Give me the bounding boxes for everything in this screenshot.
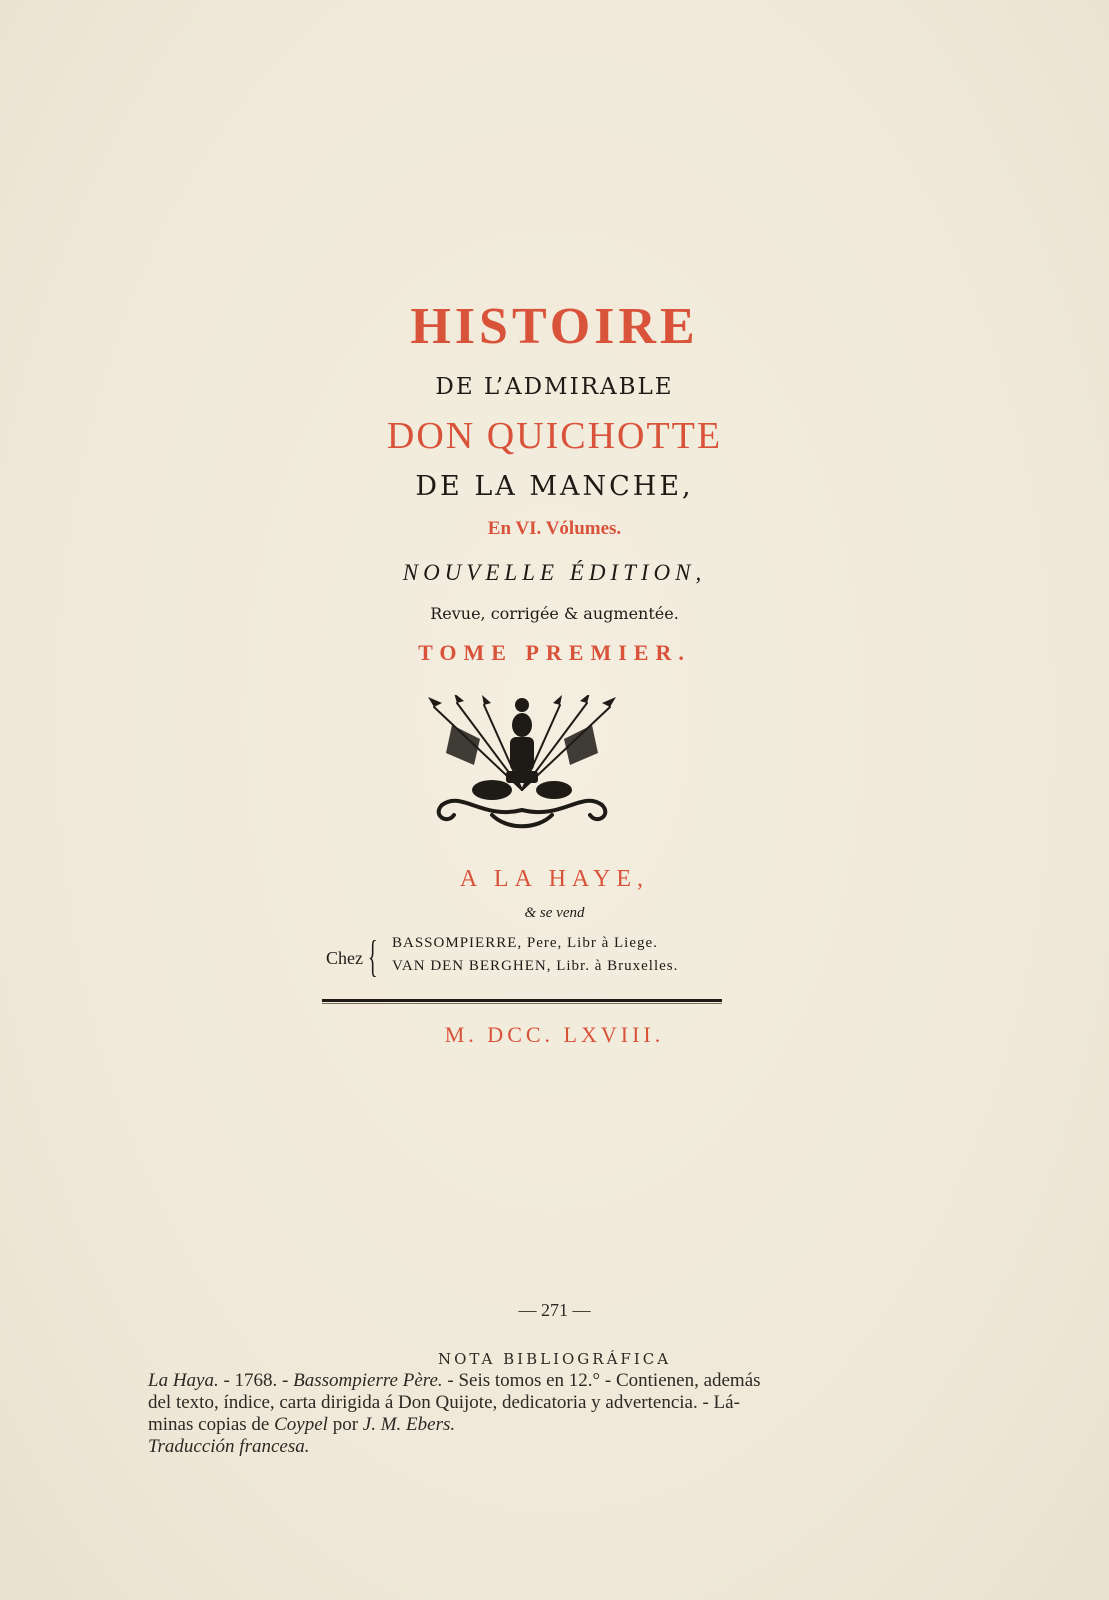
trophy-of-arms-vignette-icon xyxy=(422,695,622,830)
nota-line-3 xyxy=(148,1414,908,1436)
nota-line-1 xyxy=(148,1370,908,1392)
bibliographic-note xyxy=(148,1370,908,1458)
nota-publisher: Bassompierre Père. xyxy=(293,1370,443,1391)
divider-rule xyxy=(322,999,722,1002)
publisher-line-1: BASSOMPIERRE, Pere, Libr à Liege. xyxy=(392,935,658,951)
nota-coypel: Coypel xyxy=(274,1414,328,1435)
edition-note: NOUVELLE ÉDITION, xyxy=(402,560,707,585)
publisher-line-2: VAN DEN BERGHEN, Libr. à Bruxelles. xyxy=(392,958,679,974)
nota-por: por xyxy=(327,1414,363,1435)
divider-rule-thin xyxy=(322,1003,722,1004)
nota-laminas: minas copias de xyxy=(148,1414,275,1435)
brace-glyph: { xyxy=(368,932,378,981)
revision-note: Revue, corrigée & augmentée. xyxy=(430,604,679,623)
publisher-block xyxy=(322,933,722,983)
nota-year: - 1768. - xyxy=(218,1370,294,1391)
chez-label: Chez xyxy=(326,948,363,968)
nota-ebers: J. M. Ebers. xyxy=(362,1414,456,1435)
nota-place: La Haya. xyxy=(148,1370,219,1391)
nota-line-4: Traducción francesa. xyxy=(148,1436,310,1457)
tome-label: TOME PREMIER. xyxy=(418,640,691,665)
imprint-place: A LA HAYE, xyxy=(459,866,650,892)
title-de-admirable: DE L’ADMIRABLE xyxy=(435,374,674,400)
nota-line-2: del texto, índice, carta dirigida á Don Quijote, dedicatoria y advertencia. - Lá- xyxy=(148,1392,740,1413)
nota-title: NOTA BIBLIOGRÁFICA xyxy=(437,1350,672,1368)
title-de-la-manche: DE LA MANCHE, xyxy=(415,471,694,502)
se-vend-note: & se vend xyxy=(524,905,585,921)
page-number: — 271 — xyxy=(518,1300,591,1320)
volumes-note: En VI. Vólumes. xyxy=(487,518,622,539)
imprint-date: M. DCC. LXVIII. xyxy=(444,1022,665,1047)
title-histoire: HISTOIRE xyxy=(410,298,699,355)
nota-desc: - Seis tomos en 12.° - Contienen, además xyxy=(442,1370,761,1391)
title-don-quichotte: DON QUICHOTTE xyxy=(386,415,723,457)
